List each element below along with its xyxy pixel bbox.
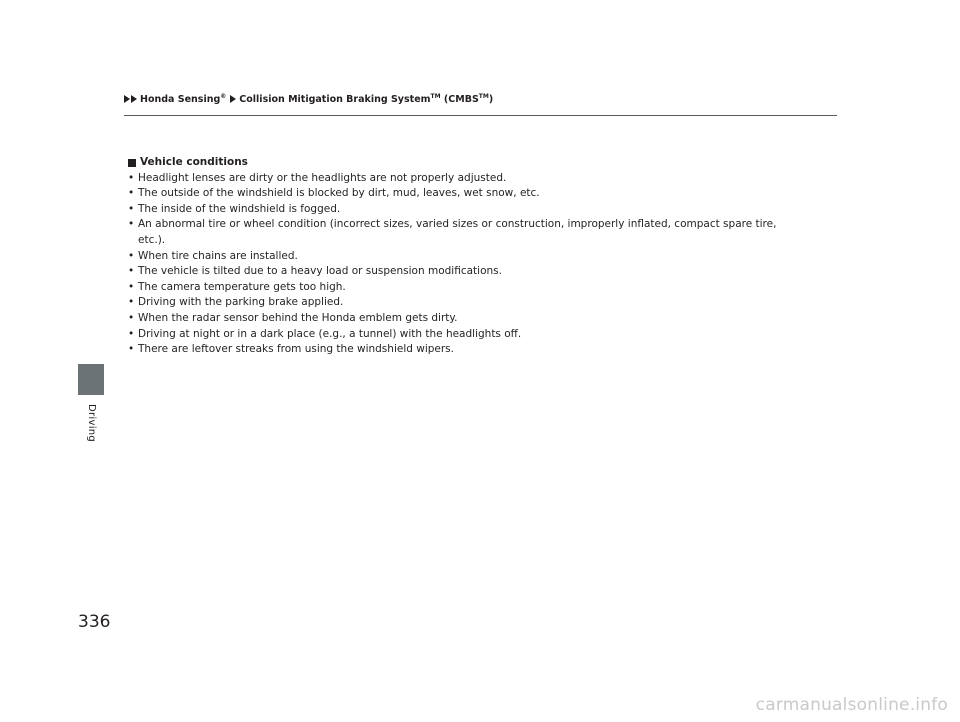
list-item-text: The outside of the windshield is blocked by dirt, mud, leaves, wet snow, etc.	[138, 187, 540, 200]
list-item-text: Driving with the parking brake applied.	[138, 296, 344, 309]
section-content	[128, 155, 788, 358]
arrow-icon	[230, 95, 237, 103]
chapter-tab	[78, 364, 104, 395]
list-item	[128, 217, 788, 248]
list-item-text: An abnormal tire or wheel condition (incorrect sizes, varied sizes or construction, improperly inflated, compact spare tire, etc.).	[138, 218, 777, 246]
bullet-icon: •	[128, 343, 135, 356]
list-item	[128, 295, 788, 311]
bullet-icon: •	[128, 311, 135, 324]
section-title: Vehicle conditions	[128, 155, 788, 171]
chapter-label: Driving	[86, 404, 97, 443]
list-item-text: There are leftover streaks from using the windshield wipers.	[138, 343, 454, 356]
list-item-text: Headlight lenses are dirty or the headlights are not properly adjusted.	[138, 171, 507, 184]
bullet-icon: •	[128, 218, 135, 231]
list-item	[128, 342, 788, 358]
bullet-icon: •	[128, 187, 135, 200]
double-arrow-icon	[124, 95, 138, 103]
list-item-text: When tire chains are installed.	[138, 249, 298, 262]
square-bullet-icon	[128, 159, 136, 167]
list-item-text: When the radar sensor behind the Honda emblem gets dirty.	[138, 311, 458, 324]
bullet-icon: •	[128, 171, 135, 184]
list-item	[128, 249, 788, 265]
page-number: 336	[78, 612, 111, 632]
bullet-icon: •	[128, 296, 135, 309]
breadcrumb	[124, 93, 497, 105]
list-item-text: Driving at night or in a dark place (e.g., a tunnel) with the headlights off.	[138, 327, 522, 340]
bullet-icon: •	[128, 202, 135, 215]
list-item	[128, 327, 788, 343]
bullet-icon: •	[128, 327, 135, 340]
bullet-icon: •	[128, 265, 135, 278]
breadcrumb-item-honda-sensing[interactable]: Honda Sensing®	[140, 93, 227, 105]
list-item	[128, 311, 788, 327]
bullet-icon: •	[128, 280, 135, 293]
list-item-text: The inside of the windshield is fogged.	[138, 202, 341, 215]
breadcrumb-item-cmbs[interactable]: Collision Mitigation Braking System™ (CMBS™)	[239, 93, 494, 105]
list-item	[128, 264, 788, 280]
list-item-text: The vehicle is tilted due to a heavy load or suspension modifications.	[138, 265, 502, 278]
header-divider	[124, 115, 837, 116]
watermark: carmanualsonline.info	[755, 695, 948, 715]
list-item	[128, 186, 788, 202]
condition-list	[128, 171, 788, 358]
list-item	[128, 202, 788, 218]
list-item-text: The camera temperature gets too high.	[138, 280, 346, 293]
list-item	[128, 171, 788, 187]
bullet-icon: •	[128, 249, 135, 262]
list-item	[128, 280, 788, 296]
